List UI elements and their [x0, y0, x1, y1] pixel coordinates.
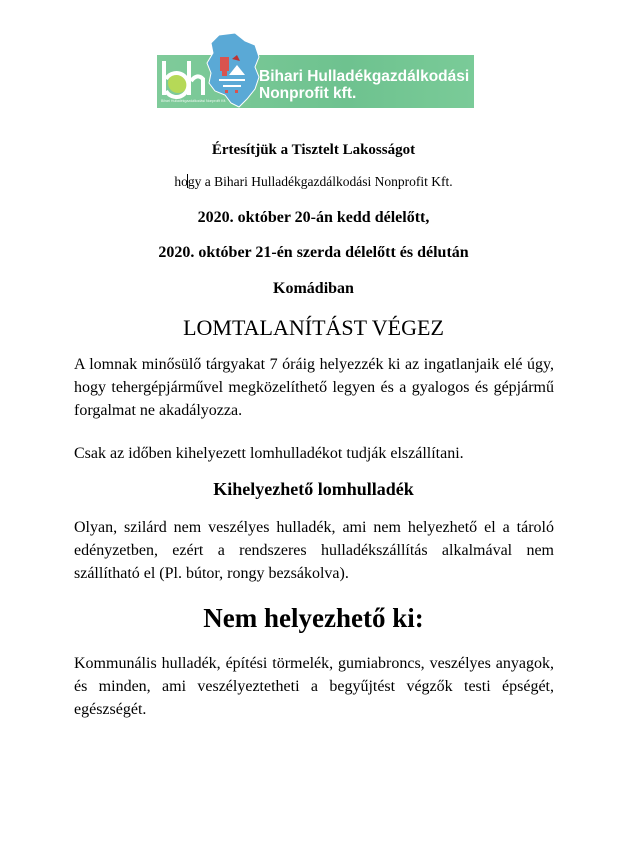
date-line-1: 2020. október 20-án kedd délelőtt,: [197, 209, 430, 226]
paragraph-placement: A lomnak minősülő tárgyakat 7 óráig helyezzék ki az ingatlanjaik elé úgy, hogy tehergépjárművel megközelíthető legyen és a gyalogos és gépjármű forgalmat ne akadályozza.: [74, 356, 554, 419]
company-logo: [157, 33, 474, 110]
logo-name-line2: Nonprofit kft.: [259, 85, 357, 102]
heading-not-allowed: Nem helyezhető ki:: [203, 603, 424, 633]
date-line-2: 2020. október 21-én szerda délelőtt és délután: [158, 244, 469, 261]
logo-small-text: Bihari Hulladékgazdálkodási Nonprofit Kft.: [161, 99, 227, 103]
company-line-end: gy a Bihari Hulladékgazdálkodási Nonprofit Kft.: [187, 174, 453, 189]
county-map-icon: [205, 33, 261, 109]
bh-monogram-icon: [161, 59, 207, 99]
paragraph-collection: Csak az időben kihelyezett lomhulladékot tudják elszállítani.: [74, 445, 464, 462]
logo-name-line1: Bihari Hulladékgazdálkodási: [259, 68, 470, 85]
company-line[interactable]: [0, 174, 627, 190]
notice-heading: Értesítjük a Tisztelt Lakosságot: [211, 142, 416, 158]
place-line: Komádiban: [273, 280, 354, 297]
paragraph-allowed-description: Olyan, szilárd nem veszélyes hulladék, ami nem helyezhető el a tároló edényzetben, ezért a rendszeres hulladékszállítás alkalmával nem szállítható el (Pl. bútor, rongy bezsákolva).: [74, 519, 554, 582]
main-title: LOMTALANÍTÁST VÉGEZ: [183, 315, 444, 340]
logo-company-name: [259, 68, 469, 102]
company-line-start: ho: [174, 174, 188, 189]
subheading-allowed: Kihelyezhető lomhulladék: [213, 479, 414, 499]
paragraph-not-allowed: Kommunális hulladék, építési törmelék, gumiabroncs, veszélyes anyagok, és minden, ami veszélyeztetheti a begyűjtést végzők testi épségét, egészségét.: [74, 655, 554, 718]
